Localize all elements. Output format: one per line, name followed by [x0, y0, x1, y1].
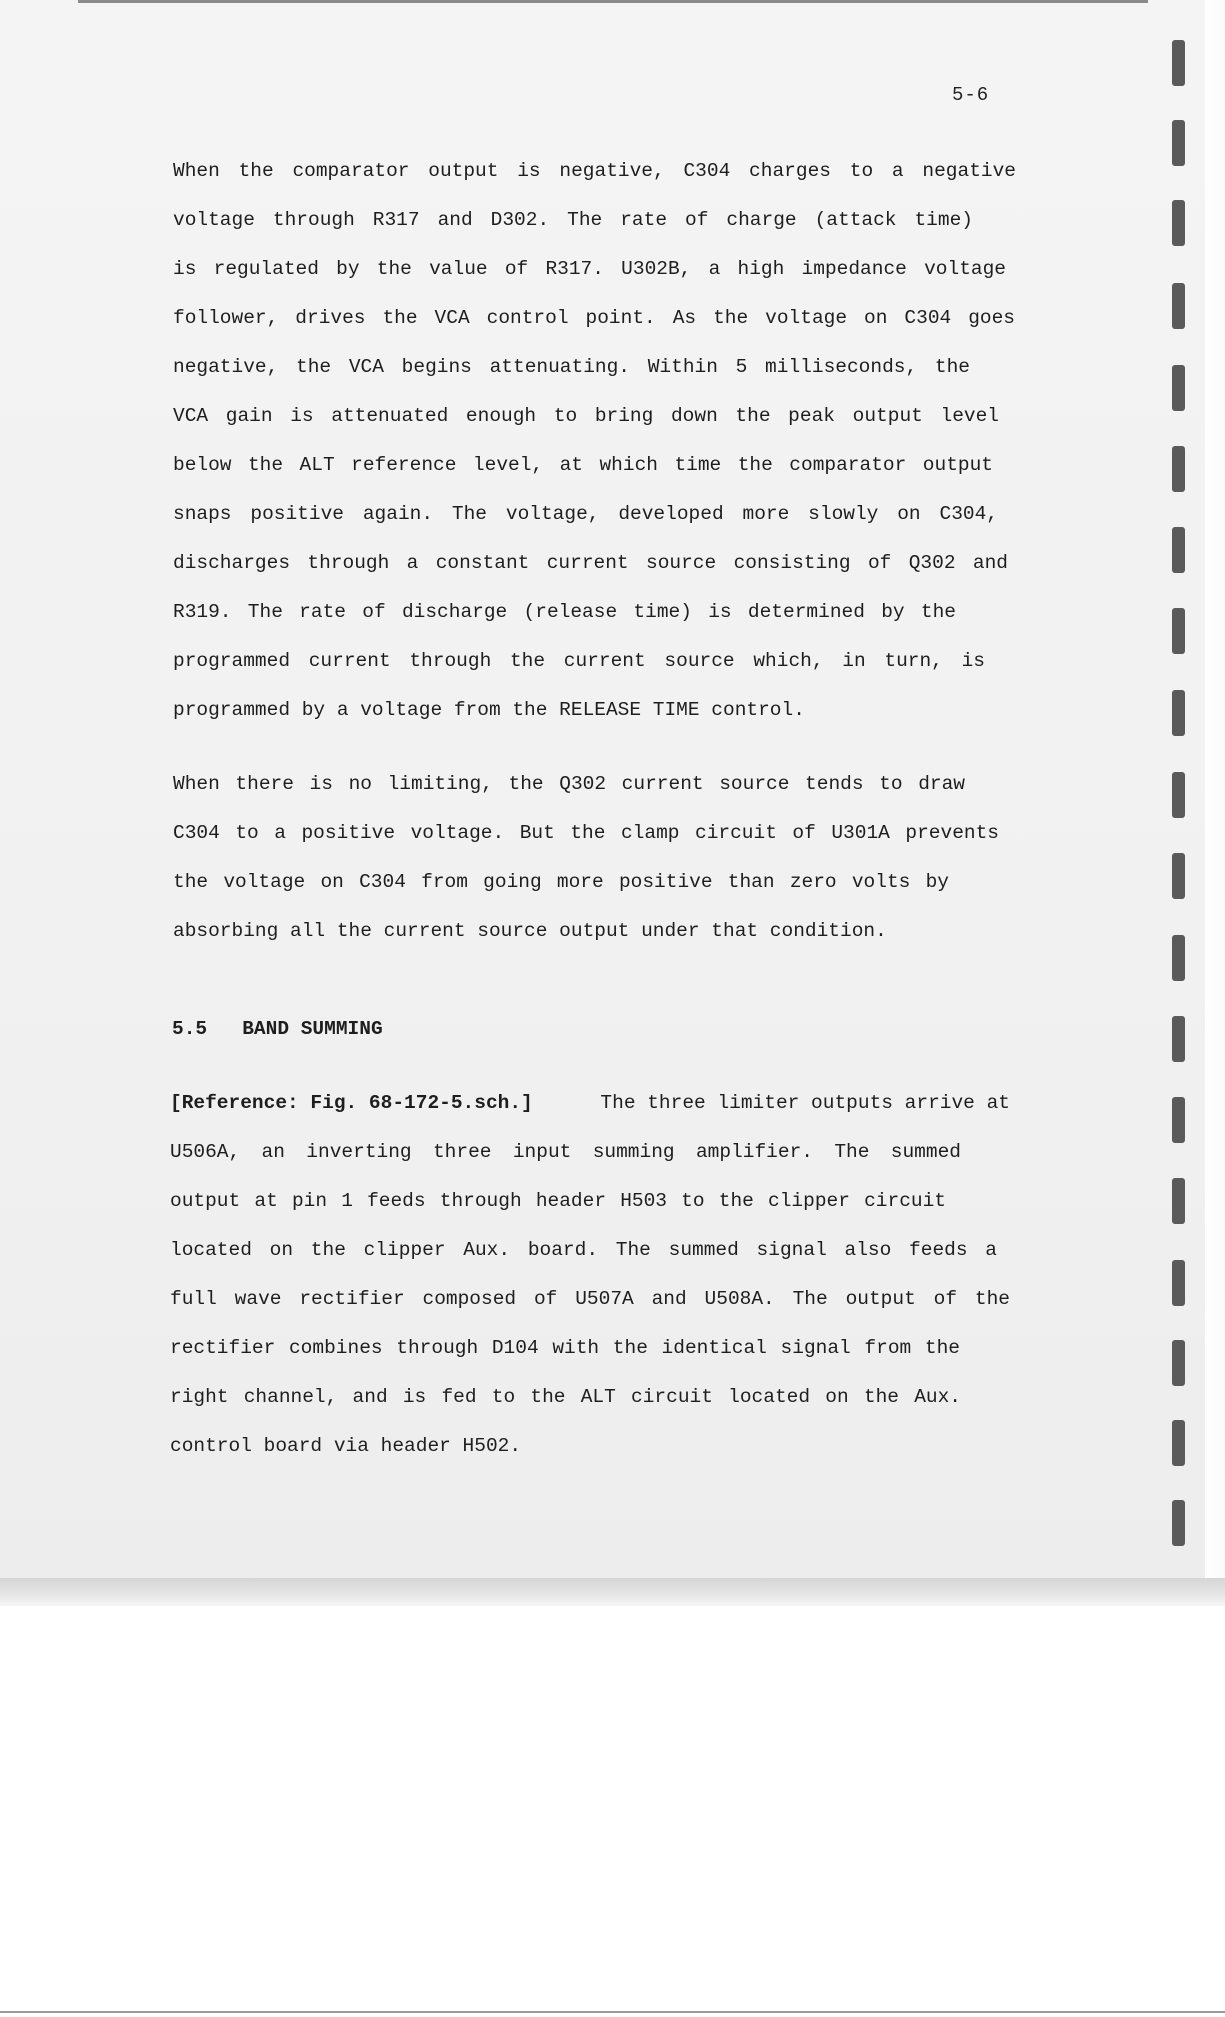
binding-mark	[1172, 1097, 1185, 1143]
binding-mark	[1172, 283, 1185, 329]
text-line-rest: The three limiter outputs arrive at	[600, 1092, 1010, 1114]
text-line: When there is no limiting, the Q302 current source tends to draw	[173, 773, 965, 795]
text-line: programmed current through the current source which, in turn, is	[173, 650, 985, 672]
binding-mark	[1172, 1178, 1185, 1224]
text-line: U506A, an inverting three input summing amplifier. The summed	[170, 1141, 961, 1163]
binding-mark	[1172, 690, 1185, 736]
page-number: 5-6	[952, 84, 990, 106]
text-line: C304 to a positive voltage. But the clamp circuit of U301A prevents	[173, 822, 999, 844]
text-line: rectifier combines through D104 with the identical signal from the	[170, 1337, 960, 1359]
binding-mark	[1172, 200, 1185, 246]
text-line: programmed by a voltage from the RELEASE TIME control.	[173, 699, 805, 721]
section-heading	[172, 1018, 383, 1040]
text-line: full wave rectifier composed of U507A and U508A. The output of the	[170, 1288, 1010, 1310]
text-line: located on the clipper Aux. board. The summed signal also feeds a	[170, 1239, 997, 1261]
binding-mark	[1172, 446, 1185, 492]
text-line: voltage through R317 and D302. The rate of charge (attack time)	[173, 209, 973, 231]
scan-bottom-edge	[0, 1578, 1225, 1606]
binding-mark	[1172, 365, 1185, 411]
text-line: output at pin 1 feeds through header H503 to the clipper circuit	[170, 1190, 946, 1212]
text-line: VCA gain is attenuated enough to bring down the peak output level	[173, 405, 999, 427]
binding-mark	[1172, 853, 1185, 899]
text-line	[170, 1092, 1010, 1114]
top-edge-rule	[78, 0, 1148, 3]
section-number: 5.5	[172, 1018, 208, 1040]
binding-mark	[1172, 1260, 1185, 1306]
binding-mark	[1172, 1016, 1185, 1062]
text-line: snaps positive again. The voltage, developed more slowly on C304,	[173, 503, 998, 525]
binding-mark	[1172, 608, 1185, 654]
binding-mark	[1172, 1340, 1185, 1386]
text-line: control board via header H502.	[170, 1435, 522, 1457]
binding-mark	[1172, 935, 1185, 981]
text-line: below the ALT reference level, at which time the comparator output	[173, 454, 993, 476]
binding-mark	[1172, 1420, 1185, 1466]
text-line: discharges through a constant current source consisting of Q302 and	[173, 552, 1008, 574]
page-right-edge	[1205, 0, 1225, 1590]
binding-mark	[1172, 40, 1185, 86]
text-line: is regulated by the value of R317. U302B, a high impedance voltage	[173, 258, 1006, 280]
text-line: negative, the VCA begins attenuating. Within 5 milliseconds, the	[173, 356, 970, 378]
text-line: R319. The rate of discharge (release time) is determined by the	[173, 601, 956, 623]
bottom-rule	[0, 2011, 1225, 2013]
binding-mark	[1172, 120, 1185, 166]
text-line: the voltage on C304 from going more positive than zero volts by	[173, 871, 949, 893]
binding-mark	[1172, 1500, 1185, 1546]
binding-mark	[1172, 772, 1185, 818]
section-title: BAND SUMMING	[242, 1018, 383, 1040]
figure-reference: [Reference: Fig. 68-172-5.sch.]	[170, 1092, 533, 1114]
text-line: absorbing all the current source output under that condition.	[173, 920, 887, 942]
binding-mark	[1172, 527, 1185, 573]
text-line: right channel, and is fed to the ALT circuit located on the Aux.	[170, 1386, 961, 1408]
text-line: When the comparator output is negative, C304 charges to a negative	[173, 160, 1016, 182]
text-line: follower, drives the VCA control point. As the voltage on C304 goes	[173, 307, 1015, 329]
